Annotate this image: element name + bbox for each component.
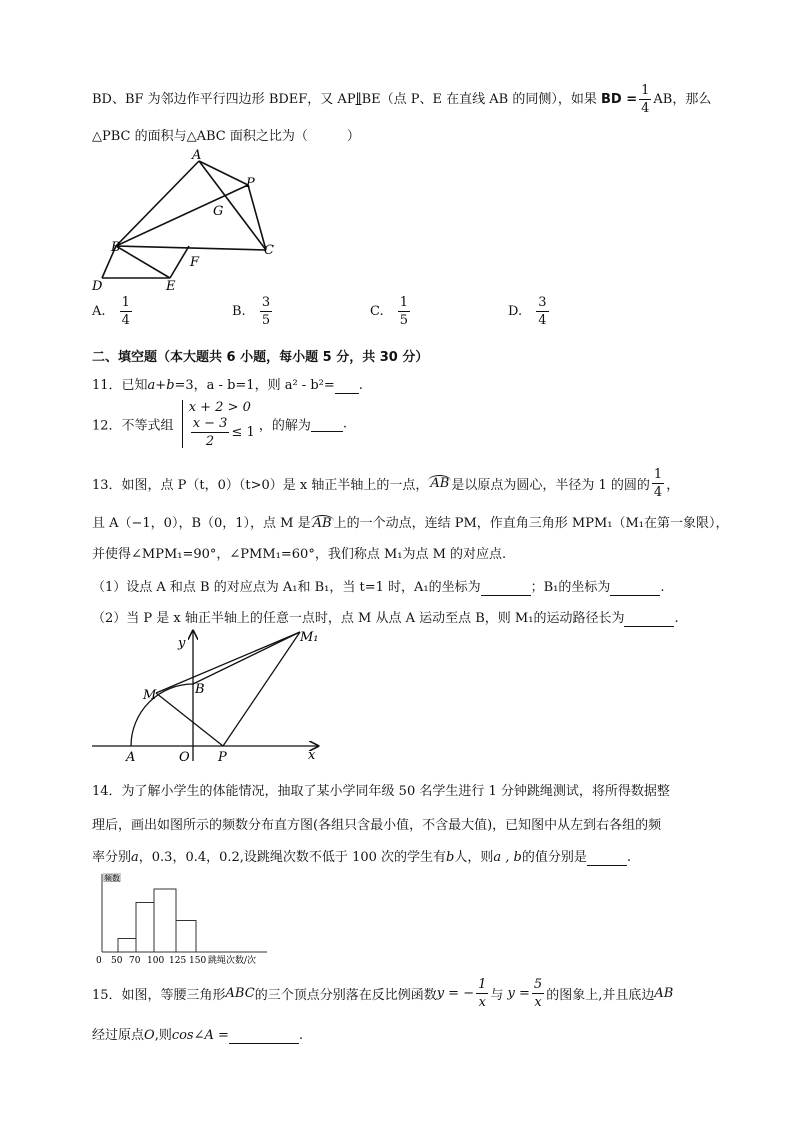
q13-line1-end: ， bbox=[666, 478, 680, 493]
q13-line5 bbox=[92, 607, 679, 627]
q12 bbox=[92, 400, 347, 448]
q10-ab-suffix: AB，那么 bbox=[653, 92, 712, 107]
q15-join: 与 bbox=[490, 988, 504, 1003]
q10-figure bbox=[88, 148, 288, 298]
label-E: E bbox=[166, 279, 176, 294]
seg-PC bbox=[248, 185, 266, 250]
q12-end: . bbox=[342, 416, 348, 432]
option-b bbox=[232, 296, 274, 327]
q14-line1: 14．为了解小学生的体能情况，抽取了某小学同年级 50 名学生进行 1 分钟跳绳测试，将所得数据整 bbox=[92, 784, 670, 799]
q13-line2 bbox=[92, 512, 729, 531]
q13-fraction bbox=[652, 468, 664, 499]
option-letter: D. bbox=[508, 304, 523, 319]
var-b: b bbox=[446, 850, 455, 865]
q13-line2-pre: 且 A（−1，0），B（0，1），点 M 是 bbox=[92, 516, 311, 531]
q15-line1 bbox=[92, 978, 673, 1009]
label-G: G bbox=[213, 204, 224, 219]
q15-line2 bbox=[92, 1024, 303, 1044]
hist-bar-50-70 bbox=[118, 939, 136, 953]
q15-o: O bbox=[144, 1028, 155, 1043]
seg-BE bbox=[116, 246, 170, 278]
label-F: F bbox=[190, 255, 200, 270]
q13-blank-path[interactable] bbox=[624, 611, 674, 627]
q10-line1 bbox=[92, 84, 711, 115]
q12-ineq2 bbox=[189, 417, 255, 448]
label-O: O bbox=[179, 750, 190, 765]
q15-blank[interactable] bbox=[229, 1028, 299, 1044]
label-M: M bbox=[143, 688, 157, 703]
q15-line1-post: 的图象上,并且底边 bbox=[546, 988, 655, 1003]
seg-AP bbox=[199, 161, 248, 185]
seg-PM1 bbox=[223, 632, 300, 746]
option-d bbox=[508, 296, 551, 327]
hist-ylabel: 频数 bbox=[104, 874, 120, 883]
bd-eq: BD = bbox=[601, 92, 638, 107]
option-fraction bbox=[536, 296, 548, 327]
q12-post: ，的解为 bbox=[258, 418, 311, 434]
q15-f1-frac bbox=[476, 978, 488, 1009]
q11-mid: =3，a - b=1，则 a² - b²= bbox=[174, 378, 335, 393]
option-den: 4 bbox=[121, 313, 130, 328]
parallel-symbol: ∥ bbox=[355, 92, 362, 107]
q13-blank-b1[interactable] bbox=[610, 580, 660, 596]
q12-ineq2-rel: ≤ 1 bbox=[231, 424, 255, 440]
q15-abc: ABC bbox=[225, 986, 255, 1001]
q12-ineq2-den: 2 bbox=[205, 433, 215, 449]
option-den: 4 bbox=[538, 313, 547, 328]
q10-line2: △PBC 的面积与△ABC 面积之比为（ ） bbox=[92, 129, 360, 144]
q10-frac-den: 4 bbox=[641, 101, 650, 116]
q13-line1-post: 是以原点为圆心，半径为 1 的圆的 bbox=[451, 478, 650, 493]
var-ab: a , b bbox=[493, 850, 522, 865]
label-A: A bbox=[192, 148, 202, 163]
seg-BP bbox=[116, 185, 248, 246]
q15-f2-den: x bbox=[534, 995, 542, 1010]
q15-line2-pre: 经过原点 bbox=[92, 1028, 145, 1043]
q15-cos: cos∠A = bbox=[171, 1028, 229, 1043]
hist-tick-100: 100 bbox=[147, 956, 165, 966]
q12-blank[interactable] bbox=[311, 416, 343, 432]
q13-line4-pre: （1）设点 A 和点 B 的对应点为 A₁和 B₁，当 t=1 时，A₁的坐标为 bbox=[92, 580, 481, 595]
q13-frac-num: 1 bbox=[653, 467, 663, 482]
option-fraction bbox=[398, 296, 410, 327]
label-B: B bbox=[195, 682, 205, 697]
histogram bbox=[92, 870, 272, 970]
q13-line4-mid: ；B₁的坐标为 bbox=[530, 580, 611, 595]
label-M1: M₁ bbox=[300, 630, 319, 645]
q15-line1-mid: 的三个顶点分别落在反比例函数 bbox=[254, 988, 437, 1003]
q15-f1-lhs: y = − bbox=[436, 986, 475, 1001]
q13-line3: 并使得∠MPM₁=90°，∠PMM₁=60°，我们称点 M₁为点 M 的对应点. bbox=[92, 547, 507, 562]
q14-line3-mid: ，0.3，0.4，0.2,设跳绳次数不低于 100 次的学生有 bbox=[138, 850, 447, 865]
label-D: D bbox=[92, 279, 103, 294]
q14-line3-pre: 率分别 bbox=[92, 850, 132, 865]
option-fraction bbox=[120, 296, 132, 327]
q12-pre: 12．不等式组 bbox=[92, 418, 174, 434]
option-letter: A. bbox=[92, 304, 106, 319]
label-P: P bbox=[218, 750, 227, 765]
hist-tick-125: 125 bbox=[169, 956, 187, 966]
q15-line2-end: . bbox=[298, 1028, 304, 1043]
q11-post: . bbox=[358, 378, 363, 393]
arc-ab: AB bbox=[430, 476, 450, 491]
arc-ab: AB bbox=[312, 516, 332, 531]
q15-f1-den: x bbox=[478, 995, 486, 1010]
q13-line1 bbox=[92, 468, 679, 499]
label-x: x bbox=[308, 748, 316, 763]
hist-xlabel: 跳绳次数/次 bbox=[208, 956, 257, 966]
hist-bar-70-100 bbox=[136, 903, 154, 953]
q13-line4 bbox=[92, 576, 665, 596]
q15-line1-pre: 15．如图，等腰三角形 bbox=[92, 988, 226, 1003]
hist-tick-50: 50 bbox=[111, 956, 123, 966]
option-num: 3 bbox=[538, 295, 547, 310]
label-y: y bbox=[178, 636, 186, 651]
q13-frac-den: 4 bbox=[653, 485, 663, 500]
option-letter: C. bbox=[370, 304, 384, 319]
q13-line1-pre: 13．如图，点 P（t，0）（t>0）是 x 轴正半轴上的一点， bbox=[92, 478, 429, 493]
option-den: 5 bbox=[261, 313, 271, 328]
option-num: 1 bbox=[399, 295, 409, 310]
q13-figure bbox=[88, 625, 328, 765]
q10-line1-pre: BD、BF 为邻边作平行四边形 BDEF，又 AP bbox=[92, 92, 356, 107]
hist-tick-0: 0 bbox=[96, 956, 102, 966]
q11-expr: a+b bbox=[147, 378, 175, 393]
q15-f2-frac bbox=[532, 978, 544, 1009]
q11 bbox=[92, 374, 363, 394]
q14-line2: 理后，画出如图所示的频数分布直方图(各组只含最小值，不含最大值)，已知图中从左到右各组的频 bbox=[92, 818, 662, 833]
q14-line3 bbox=[92, 846, 631, 866]
q13-blank-a1[interactable] bbox=[481, 580, 531, 596]
seg-BM1 bbox=[193, 632, 300, 684]
q10-fraction bbox=[639, 84, 651, 115]
q15-line2-mid: ,则 bbox=[154, 1028, 172, 1043]
label-A: A bbox=[126, 750, 136, 765]
q10-line1-mid: BE（点 P、E 在直线 AB 的同侧），如果 bbox=[361, 92, 597, 107]
seg-AB bbox=[116, 161, 199, 246]
q12-inequality-system bbox=[182, 400, 255, 448]
q13-line2-post: 上的一个动点，连结 PM，作直角三角形 MPM₁（M₁在第一象限）， bbox=[333, 516, 729, 531]
option-c bbox=[370, 296, 412, 327]
seg-BC bbox=[116, 246, 266, 250]
q15-f2-num: 5 bbox=[533, 977, 543, 992]
q11-pre: 11．已知 bbox=[92, 378, 148, 393]
seg-EF bbox=[170, 246, 189, 278]
q14-line3-post: 的值分别是 bbox=[521, 850, 587, 865]
q14-blank[interactable] bbox=[587, 850, 627, 866]
q15-f1-num: 1 bbox=[478, 977, 487, 992]
label-B: B bbox=[111, 240, 121, 255]
q12-ineq2-num: x − 3 bbox=[192, 415, 228, 431]
seg-MP bbox=[156, 693, 223, 746]
q14-line3-mid2: 人，则 bbox=[454, 850, 494, 865]
option-den: 5 bbox=[399, 313, 409, 328]
section2-title: 二、填空题（本大题共 6 小题，每小题 5 分，共 30 分） bbox=[92, 350, 429, 365]
var-a: a bbox=[131, 850, 139, 865]
option-a bbox=[92, 296, 134, 327]
label-P: P bbox=[246, 176, 255, 191]
hist-tick-70: 70 bbox=[129, 956, 141, 966]
hist-bar-100-125 bbox=[154, 889, 176, 952]
option-letter: B. bbox=[232, 304, 246, 319]
q13-line5-end: . bbox=[674, 611, 679, 626]
option-num: 3 bbox=[261, 295, 271, 310]
q13-line4-end: . bbox=[660, 580, 665, 595]
hist-tick-150: 150 bbox=[189, 956, 207, 966]
q11-blank[interactable] bbox=[335, 378, 359, 394]
q10-frac-num: 1 bbox=[641, 83, 650, 98]
seg-AC bbox=[199, 161, 266, 250]
option-fraction bbox=[260, 296, 272, 327]
option-num: 1 bbox=[121, 295, 130, 310]
q14-line3-end: . bbox=[626, 850, 631, 865]
q12-ineq1: x + 2 > 0 bbox=[188, 400, 251, 415]
q13-line5-pre: （2）当 P 是 x 轴正半轴上的任意一点时，点 M 从点 A 运动至点 B，则 M₁的运动路径长为 bbox=[92, 611, 625, 626]
q15-f2-lhs: y = bbox=[507, 986, 530, 1001]
hist-bar-125-150 bbox=[176, 921, 196, 953]
q15-ab: AB bbox=[654, 986, 674, 1001]
label-C: C bbox=[264, 243, 274, 258]
